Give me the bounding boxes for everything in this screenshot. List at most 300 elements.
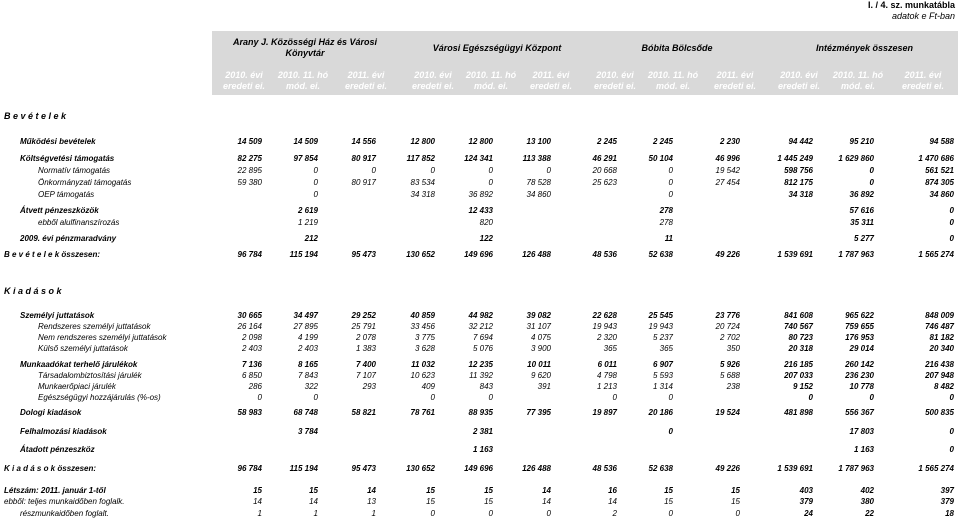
table-cell: 15 (484, 486, 493, 495)
row-label: Felhalmozási kiadások (20, 427, 107, 436)
column-header: 2011. évi eredeti ei. (706, 70, 764, 94)
table-row (0, 464, 959, 474)
table-cell: 4 199 (297, 333, 318, 342)
table-row (0, 190, 959, 200)
table-cell: 15 (484, 497, 493, 506)
table-row (0, 333, 959, 343)
table-cell: 1 787 963 (838, 250, 874, 259)
table-cell: 7 694 (472, 333, 493, 342)
table-cell: 149 696 (464, 464, 493, 473)
table-cell: 0 (808, 393, 813, 402)
table-cell: 34 860 (526, 190, 551, 199)
table-cell: 57 616 (849, 206, 874, 215)
table-row (0, 509, 959, 519)
row-label: Létszám: 2011. január 1-től (4, 486, 106, 495)
table-cell: 59 380 (237, 178, 262, 187)
table-row (0, 206, 959, 216)
row-label: ebből alulfinanszírozás (38, 218, 120, 227)
column-header: 2010. 11. hó mód. ei. (829, 70, 887, 94)
table-cell: 3 628 (414, 344, 435, 353)
column-header: 2011. évi eredeti ei. (523, 70, 579, 94)
row-label: Társadalombiztosítási járulék (38, 371, 142, 380)
table-cell: 11 (664, 234, 673, 243)
table-cell: 2 245 (652, 137, 673, 146)
row-label: Egészségügyi hozzájárulás (%-os) (38, 393, 161, 402)
table-cell: 9 152 (792, 382, 813, 391)
institution-header-2: Városi Egészségügyi Központ (432, 42, 562, 53)
table-cell: 68 748 (293, 408, 318, 417)
row-label: Személyi juttatások (20, 311, 95, 320)
table-cell: 35 311 (850, 218, 874, 227)
table-cell: 6 907 (652, 360, 673, 369)
table-row (0, 445, 959, 455)
table-cell: 95 473 (351, 464, 376, 473)
table-cell: 0 (257, 393, 262, 402)
table-cell: 0 (668, 509, 673, 518)
table-cell: 126 488 (522, 250, 551, 259)
table-cell: 0 (430, 393, 435, 402)
table-row (0, 497, 959, 507)
table-cell: 746 487 (925, 322, 954, 331)
table-cell: 13 100 (526, 137, 551, 146)
table-cell: 2 078 (355, 333, 376, 342)
table-cell: 25 545 (648, 311, 673, 320)
table-cell: 0 (949, 206, 954, 215)
table-cell: 14 (542, 486, 551, 495)
table-cell: 27 895 (293, 322, 318, 331)
table-cell: 1 (371, 509, 376, 518)
corner-note (868, 0, 955, 22)
table-cell: 122 (479, 234, 493, 243)
table-cell: 20 318 (788, 344, 813, 353)
table-cell: 238 (726, 382, 740, 391)
table-row (0, 427, 959, 437)
table-cell: 19 542 (715, 166, 740, 175)
table-cell: 22 895 (237, 166, 262, 175)
table-cell: 14 509 (237, 137, 262, 146)
table-cell: 7 107 (355, 371, 376, 380)
table-cell: 25 791 (351, 322, 376, 331)
table-cell: 29 014 (849, 344, 874, 353)
table-cell: 216 185 (784, 360, 813, 369)
table-cell: 1 539 691 (777, 464, 813, 473)
table-cell: 23 776 (715, 311, 740, 320)
column-header: 2010. 11. hó mód. ei. (277, 70, 329, 94)
table-cell: 50 104 (648, 154, 673, 163)
column-header: 2010. évi eredeti ei. (407, 70, 459, 94)
table-cell: 32 212 (468, 322, 493, 331)
table-cell: 820 (479, 218, 493, 227)
table-cell: 0 (668, 178, 673, 187)
table-cell: 0 (869, 393, 874, 402)
table-cell: 25 623 (592, 178, 617, 187)
institution-header-4: Intézmények összesen (815, 42, 914, 53)
table-cell: 8 165 (297, 360, 318, 369)
table-cell: 0 (949, 445, 954, 454)
table-cell: 402 (860, 486, 874, 495)
table-cell: 278 (659, 206, 673, 215)
table-cell: 12 433 (468, 206, 493, 215)
table-cell: 0 (949, 427, 954, 436)
table-cell: 96 784 (237, 464, 262, 473)
table-cell: 18 (945, 509, 954, 518)
table-cell: 26 164 (237, 322, 262, 331)
table-cell: 379 (940, 497, 954, 506)
table-cell: 1 445 249 (777, 154, 813, 163)
table-cell: 409 (421, 382, 435, 391)
table-cell: 16 (608, 486, 617, 495)
table-cell: 0 (668, 427, 673, 436)
section-heading-row (0, 111, 959, 121)
table-cell: 556 367 (845, 408, 874, 417)
table-cell: 4 075 (530, 333, 551, 342)
table-cell: 19 897 (592, 408, 617, 417)
table-cell: 81 182 (929, 333, 954, 342)
table-cell: 5 593 (652, 371, 673, 380)
table-cell: 0 (668, 166, 673, 175)
table-cell: 19 943 (592, 322, 617, 331)
table-cell: 2 403 (297, 344, 318, 353)
table-cell: 365 (603, 344, 617, 353)
table-row (0, 234, 959, 244)
table-cell: 96 784 (237, 250, 262, 259)
table-cell: 4 798 (596, 371, 617, 380)
row-label: B e v é t e l e k összesen: (4, 250, 101, 259)
table-cell: 31 107 (526, 322, 551, 331)
table-cell: 94 588 (929, 137, 954, 146)
table-cell: 11 032 (411, 360, 435, 369)
table-cell: 3 900 (530, 344, 551, 353)
table-row (0, 218, 959, 228)
table-cell: 0 (869, 178, 874, 187)
table-cell: 212 (304, 234, 318, 243)
table-cell: 2 230 (719, 137, 740, 146)
table-cell: 1 383 (355, 344, 376, 353)
table-cell: 9 620 (530, 371, 551, 380)
table-cell: 130 652 (406, 464, 435, 473)
table-cell: 2 098 (241, 333, 262, 342)
table-row (0, 393, 959, 403)
table-row (0, 137, 959, 147)
table-cell: 33 456 (410, 322, 435, 331)
table-cell: 0 (313, 178, 318, 187)
table-cell: 36 892 (468, 190, 493, 199)
table-cell: 15 (731, 486, 740, 495)
worksheet-number: I. / 4. sz. munkatábla (867, 0, 955, 10)
table-cell: 6 011 (597, 360, 617, 369)
table-cell: 874 305 (925, 178, 954, 187)
table-cell: 22 628 (592, 311, 617, 320)
table-cell: 13 (367, 497, 376, 506)
row-label: 2009. évi pénzmaradvány (20, 234, 117, 243)
table-cell: 216 438 (925, 360, 954, 369)
table-cell: 1 (257, 509, 262, 518)
institution-header-3: Bóbita Bölcsőde (641, 42, 713, 53)
table-cell: 207 948 (925, 371, 954, 380)
row-label: Normatív támogatás (38, 166, 111, 175)
table-cell: 293 (362, 382, 376, 391)
table-cell: 1 565 274 (918, 464, 954, 473)
table-cell: 34 497 (293, 311, 318, 320)
table-cell: 207 033 (784, 371, 813, 380)
table-cell: 1 163 (472, 445, 493, 454)
table-cell: 20 724 (715, 322, 740, 331)
table-cell: 58 821 (351, 408, 376, 417)
table-cell: 14 509 (293, 137, 318, 146)
table-cell: 2 381 (472, 427, 493, 436)
table-cell: 15 (664, 497, 673, 506)
table-cell: 561 521 (925, 166, 954, 175)
table-cell: 848 009 (925, 311, 954, 320)
table-cell: 1 314 (652, 382, 673, 391)
row-label: Külső személyi juttatások (38, 344, 128, 353)
table-cell: 0 (430, 509, 435, 518)
table-cell: 0 (546, 509, 551, 518)
table-cell: 759 655 (845, 322, 874, 331)
table-cell: 14 (309, 497, 318, 506)
table-cell: 1 629 860 (838, 154, 874, 163)
table-cell: 5 688 (719, 371, 740, 380)
table-cell: 14 (542, 497, 551, 506)
table-cell: 11 392 (469, 371, 493, 380)
table-cell: 124 341 (464, 154, 493, 163)
table-row (0, 311, 959, 321)
table-cell: 236 230 (845, 371, 874, 380)
table-cell: 20 186 (648, 408, 673, 417)
table-cell: 149 696 (464, 250, 493, 259)
table-cell: 10 623 (410, 371, 435, 380)
table-cell: 27 454 (715, 178, 740, 187)
row-label: Működési bevételek (20, 137, 96, 146)
table-cell: 78 761 (410, 408, 435, 417)
table-cell: 49 226 (715, 464, 740, 473)
table-row (0, 344, 959, 354)
table-cell: 80 917 (351, 178, 376, 187)
row-label: Költségvetési támogatás (20, 154, 115, 163)
table-cell: 82 275 (237, 154, 262, 163)
table-cell: 1 219 (297, 218, 318, 227)
table-cell: 20 340 (929, 344, 954, 353)
table-cell: 40 859 (410, 311, 435, 320)
table-row (0, 371, 959, 381)
table-cell: 3 784 (297, 427, 318, 436)
table-cell: 2 (612, 509, 617, 518)
table-cell: 34 318 (788, 190, 813, 199)
table-cell: 130 652 (406, 250, 435, 259)
column-header: 2010. 11. hó mód. ei. (463, 70, 519, 94)
table-cell: 115 194 (289, 464, 318, 473)
table-cell: 598 756 (784, 166, 813, 175)
table-cell: 14 (608, 497, 617, 506)
table-cell: 30 665 (237, 311, 262, 320)
row-label: Dologi kiadások (20, 408, 82, 417)
column-header: 2011. évi eredeti ei. (892, 70, 954, 94)
table-cell: 1 787 963 (838, 464, 874, 473)
table-cell: 12 800 (410, 137, 435, 146)
table-cell: 48 536 (592, 464, 617, 473)
table-cell: 350 (726, 344, 740, 353)
table-cell: 14 (253, 497, 262, 506)
table-cell: 20 668 (592, 166, 617, 175)
column-header: 2010. évi eredeti ei. (216, 70, 272, 94)
table-cell: 380 (860, 497, 874, 506)
table-cell: 15 (664, 486, 673, 495)
table-cell: 0 (869, 166, 874, 175)
row-label: Rendszeres személyi juttatások (38, 322, 151, 331)
table-cell: 841 608 (784, 311, 813, 320)
table-cell: 5 076 (472, 344, 493, 353)
table-cell: 15 (309, 486, 318, 495)
table-cell: 77 395 (526, 408, 551, 417)
table-cell: 15 (253, 486, 262, 495)
row-label: Önkormányzati támogatás (38, 178, 132, 187)
table-cell: 44 982 (468, 311, 493, 320)
column-header: 2010. évi eredeti ei. (590, 70, 640, 94)
table-cell: 0 (313, 190, 318, 199)
table-cell: 19 943 (648, 322, 673, 331)
table-row (0, 360, 959, 370)
table-cell: 1 539 691 (777, 250, 813, 259)
table-cell: 3 775 (414, 333, 435, 342)
table-cell: 78 528 (526, 178, 551, 187)
table-cell: 15 (731, 497, 740, 506)
table-cell: 58 983 (237, 408, 262, 417)
table-cell: 1 163 (853, 445, 874, 454)
table-cell: 0 (430, 166, 435, 175)
table-cell: 14 (367, 486, 376, 495)
row-label: Munkaerőpiaci járulék (38, 382, 116, 391)
row-label: Nem rendszeres személyi juttatások (38, 333, 167, 342)
table-cell: 6 850 (241, 371, 262, 380)
section-heading-row (0, 286, 959, 296)
table-cell: 0 (668, 190, 673, 199)
table-cell: 115 194 (289, 250, 318, 259)
table-cell: 17 803 (849, 427, 874, 436)
table-cell: 1 213 (596, 382, 617, 391)
table-row (0, 178, 959, 188)
table-cell: 95 210 (849, 137, 874, 146)
table-cell: 19 524 (715, 408, 740, 417)
column-header: 2011. évi eredeti ei. (338, 70, 394, 94)
table-cell: 8 482 (933, 382, 954, 391)
table-cell: 0 (488, 178, 493, 187)
table-cell: 176 953 (845, 333, 874, 342)
table-cell: 2 320 (596, 333, 617, 342)
column-header: 2010. 11. hó mód. ei. (645, 70, 701, 94)
table-cell: 740 567 (784, 322, 813, 331)
table-cell: 126 488 (522, 464, 551, 473)
table-cell: 80 723 (788, 333, 813, 342)
table-cell: 5 277 (853, 234, 874, 243)
table-cell: 94 442 (788, 137, 813, 146)
table-cell: 0 (668, 393, 673, 402)
table-cell: 2 403 (241, 344, 262, 353)
table-cell: 278 (659, 218, 673, 227)
table-cell: 0 (488, 393, 493, 402)
table-cell: 481 898 (784, 408, 813, 417)
table-cell: 500 835 (925, 408, 954, 417)
table-cell: 812 175 (784, 178, 813, 187)
row-label: Munkaadókat terhelő járulékok (20, 360, 138, 369)
table-cell: 15 (426, 486, 435, 495)
table-cell: 34 860 (929, 190, 954, 199)
table-cell: 95 473 (351, 250, 376, 259)
table-cell: 49 226 (715, 250, 740, 259)
table-cell: 80 917 (351, 154, 376, 163)
table-row (0, 166, 959, 176)
table-cell: 83 534 (410, 178, 435, 187)
table-cell: 7 843 (297, 371, 318, 380)
table-cell: 322 (304, 382, 318, 391)
table-cell: 260 142 (845, 360, 874, 369)
table-cell: 117 852 (406, 154, 435, 163)
table-cell: 397 (940, 486, 954, 495)
table-cell: 48 536 (592, 250, 617, 259)
table-cell: 0 (949, 218, 954, 227)
table-cell: 113 388 (522, 154, 551, 163)
table-cell: 0 (735, 509, 740, 518)
row-label: B e v é t e l e k (4, 111, 67, 121)
table-cell: 2 619 (297, 206, 318, 215)
table-row (0, 154, 959, 164)
row-label: K i a d á s o k (4, 286, 62, 296)
table-cell: 52 638 (648, 464, 673, 473)
table-cell: 0 (949, 393, 954, 402)
table-row (0, 486, 959, 496)
table-cell: 12 800 (468, 137, 493, 146)
column-header: 2010. évi eredeti ei. (770, 70, 828, 94)
table-cell: 403 (799, 486, 813, 495)
table-cell: 286 (248, 382, 262, 391)
table-cell: 7 136 (241, 360, 262, 369)
table-cell: 10 011 (527, 360, 551, 369)
row-label: Átadott pénzeszköz (20, 445, 95, 454)
table-cell: 15 (426, 497, 435, 506)
row-label: K i a d á s o k összesen: (4, 464, 97, 473)
table-cell: 391 (537, 382, 551, 391)
table-cell: 365 (659, 344, 673, 353)
row-label: ebből: teljes munkaidőben foglalk. (4, 497, 125, 506)
table-cell: 0 (488, 509, 493, 518)
table-cell: 46 291 (592, 154, 617, 163)
table-cell: 0 (488, 166, 493, 175)
table-cell: 52 638 (648, 250, 673, 259)
table-cell: 379 (799, 497, 813, 506)
table-cell: 7 400 (355, 360, 376, 369)
table-cell: 0 (949, 234, 954, 243)
table-cell: 0 (313, 166, 318, 175)
unit-note: adatok e Ft-ban (891, 11, 955, 21)
table-cell: 843 (479, 382, 493, 391)
table-cell: 0 (371, 166, 376, 175)
table-cell: 5 237 (652, 333, 673, 342)
table-cell: 46 996 (715, 154, 740, 163)
row-label: Átvett pénzeszközök (20, 206, 99, 215)
table-cell: 24 (804, 509, 813, 518)
table-cell: 0 (612, 393, 617, 402)
table-cell: 12 235 (468, 360, 493, 369)
table-row (0, 408, 959, 418)
table-cell: 1 (313, 509, 318, 518)
table-cell: 10 778 (849, 382, 874, 391)
table-cell: 14 556 (351, 137, 376, 146)
row-label: OEP támogatás (38, 190, 95, 199)
table-cell: 5 926 (719, 360, 740, 369)
table-cell: 2 702 (719, 333, 740, 342)
table-cell: 2 245 (596, 137, 617, 146)
table-cell: 1 470 686 (918, 154, 954, 163)
table-cell: 1 565 274 (918, 250, 954, 259)
